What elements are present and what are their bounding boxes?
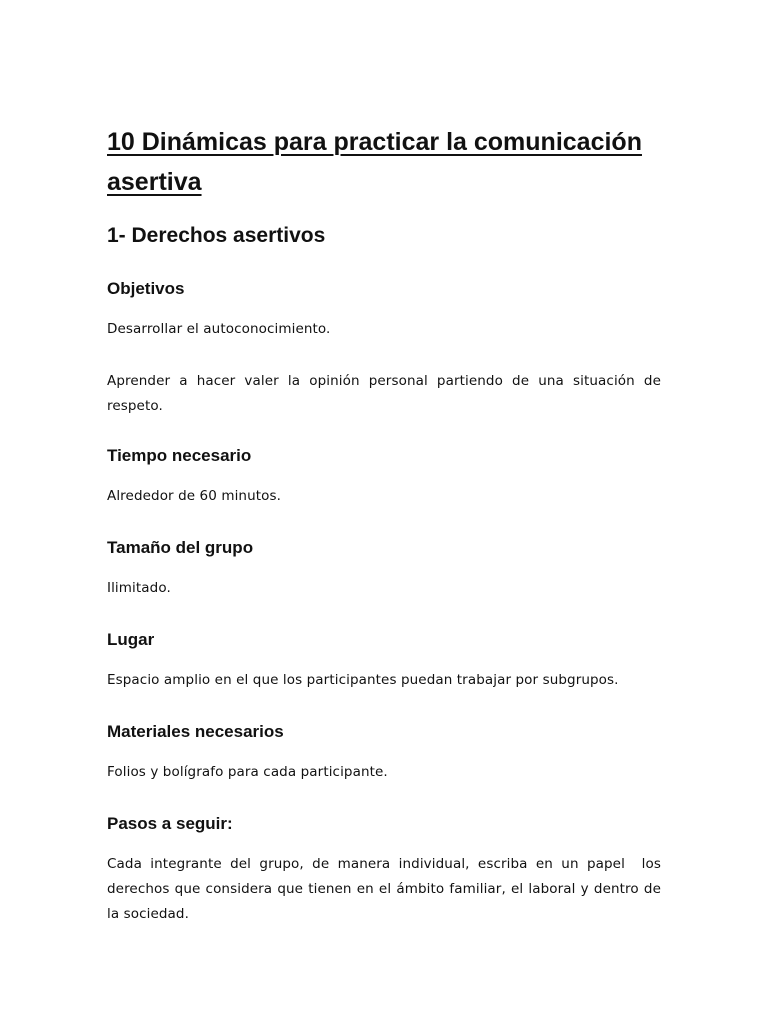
objetivos-heading: Objetivos: [107, 279, 185, 298]
pasos-heading: Pasos a seguir:: [107, 814, 233, 833]
lugar-heading: Lugar: [107, 630, 155, 649]
section-title: 1- Derechos asertivos: [107, 224, 326, 247]
pasos-paragraph: Cada integrante del grupo, de manera individual, escriba en un papel los derechos que considera que tienen en el ámbito familiar, el laboral y dentro de la sociedad.: [107, 856, 666, 922]
grupo-heading: Tamaño del grupo: [107, 538, 254, 557]
document-title: 10 Dinámicas para practicar la comunicación asertiva: [107, 128, 642, 196]
objetivos-paragraph-2: Aprender a hacer valer la opinión personal partiendo de una situación de respeto.: [107, 373, 661, 414]
grupo-paragraph: Ilimitado.: [107, 580, 171, 596]
materiales-paragraph: Folios y bolígrafo para cada participante.: [107, 764, 388, 780]
tiempo-heading: Tiempo necesario: [107, 446, 252, 465]
materiales-heading: Materiales necesarios: [107, 722, 284, 741]
objetivos-paragraph-1: Desarrollar el autoconocimiento.: [107, 321, 331, 337]
document-page: [107, 122, 666, 927]
tiempo-paragraph: Alrededor de 60 minutos.: [107, 488, 282, 504]
lugar-paragraph: Espacio amplio en el que los participantes puedan trabajar por subgrupos.: [107, 672, 619, 688]
